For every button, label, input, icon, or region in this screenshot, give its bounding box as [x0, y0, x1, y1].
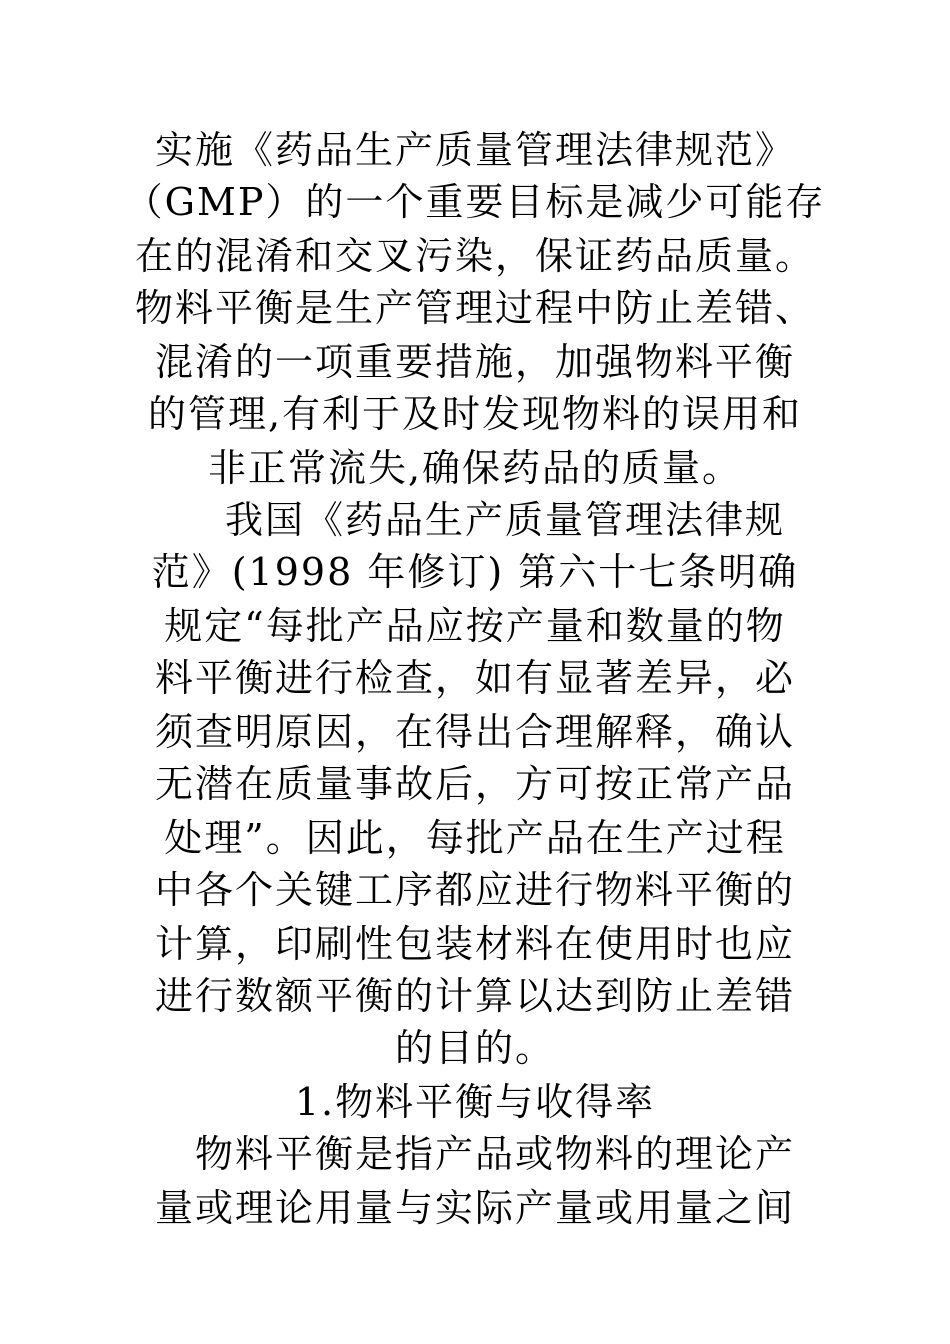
paragraph-1-line-1: 实施《药品生产质量管理法律规范》	[154, 128, 795, 172]
paragraph-2-line-5: 须查明原因，在得出合理解释，确认	[154, 710, 795, 754]
paragraph-1-line-7: 非正常流失,确保药品的质量。	[207, 446, 743, 490]
paragraph-3-line-2: 量或理论用量与实际产量或用量之间	[154, 1186, 795, 1230]
paragraph-1-line-4: 物料平衡是生产管理过程中防止差错、	[134, 286, 815, 330]
section-heading: 1.物料平衡与收得率	[294, 1080, 656, 1124]
paragraph-3-line-1: 物料平衡是指产品或物料的理论产	[194, 1132, 795, 1176]
paragraph-2-line-1: 我国《药品生产质量管理法律规	[224, 498, 785, 542]
paragraph-1-line-6: 的管理,有利于及时发现物料的误用和	[147, 392, 803, 436]
paragraph-2-line-8: 中各个关键工序都应进行物料平衡的	[154, 868, 795, 912]
paragraph-2-line-10: 进行数额平衡的计算以达到防止差错	[154, 974, 795, 1018]
paragraph-2-line-6: 无潜在质量事故后，方可按正常产品	[154, 762, 795, 806]
paragraph-2-line-11: 的目的。	[394, 1026, 555, 1070]
paragraph-1-line-5: 混淆的一项重要措施，加强物料平衡	[154, 340, 795, 384]
paragraph-2-line-4: 料平衡进行检查，如有显著差异，必	[154, 656, 795, 700]
paragraph-2-line-2: 范》(1998 年修订) 第六十七条明确	[151, 550, 799, 594]
paragraph-1-line-2: （GMP）的一个重要目标是减少可能存	[124, 180, 826, 224]
paragraph-2-line-9: 计算，印刷性包装材料在使用时也应	[154, 922, 795, 966]
paragraph-2-line-7: 处理”。因此，每批产品在生产过程	[164, 816, 786, 860]
paragraph-2-line-3: 规定“每批产品应按产量和数量的物	[164, 604, 786, 648]
paragraph-1-line-3: 在的混淆和交叉污染，保证药品质量。	[134, 234, 815, 278]
